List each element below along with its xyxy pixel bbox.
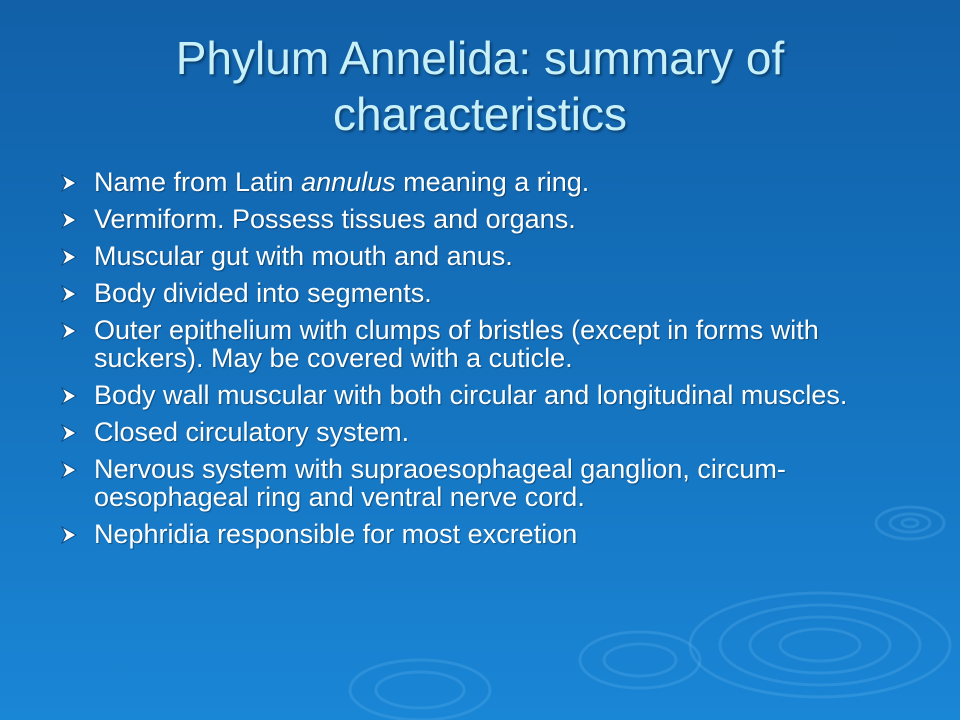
bullet-text: Body divided into segments.: [94, 278, 432, 308]
bullet-item: [60, 520, 910, 548]
arrowhead-bullet-icon: [60, 211, 78, 229]
bullet-item: [60, 418, 910, 446]
bullet-text-before: Name from Latin: [94, 167, 302, 197]
bullet-text: Body wall muscular with both circular and longitudinal muscles.: [94, 380, 848, 410]
arrowhead-bullet-icon: [60, 387, 78, 405]
bullet-text: Vermiform. Possess tissues and organs.: [94, 204, 576, 234]
bullet-text: Muscular gut with mouth and anus.: [94, 241, 513, 271]
arrowhead-bullet-icon: [60, 461, 78, 479]
bullet-item: [60, 242, 910, 270]
bullet-text: Closed circulatory system.: [94, 417, 410, 447]
arrowhead-bullet-icon: [60, 174, 78, 192]
bullet-item: [60, 168, 910, 196]
bullet-list: [60, 168, 910, 557]
bullet-text-emphasis: annulus: [301, 167, 396, 197]
bullet-item: [60, 316, 910, 372]
bullet-item: [60, 205, 910, 233]
slide-title: Phylum Annelida: summary of characteristics: [175, 32, 785, 140]
arrowhead-bullet-icon: [60, 526, 78, 544]
arrowhead-bullet-icon: [60, 322, 78, 340]
bullet-text: Outer epithelium with clumps of bristles (except in forms with suckers). May be covered with a cuticle.: [94, 315, 819, 373]
bullet-text: Nervous system with supraoesophageal ganglion, circum-oesophageal ring and ventral nerve cord.: [94, 454, 786, 512]
arrowhead-bullet-icon: [60, 248, 78, 266]
bullet-text-after: meaning a ring.: [395, 167, 590, 197]
arrowhead-bullet-icon: [60, 424, 78, 442]
arrowhead-bullet-icon: [60, 285, 78, 303]
bullet-item: [60, 455, 910, 511]
bullet-item: [60, 279, 910, 307]
bullet-text: Nephridia responsible for most excretion: [94, 519, 578, 549]
bullet-item: [60, 381, 910, 409]
